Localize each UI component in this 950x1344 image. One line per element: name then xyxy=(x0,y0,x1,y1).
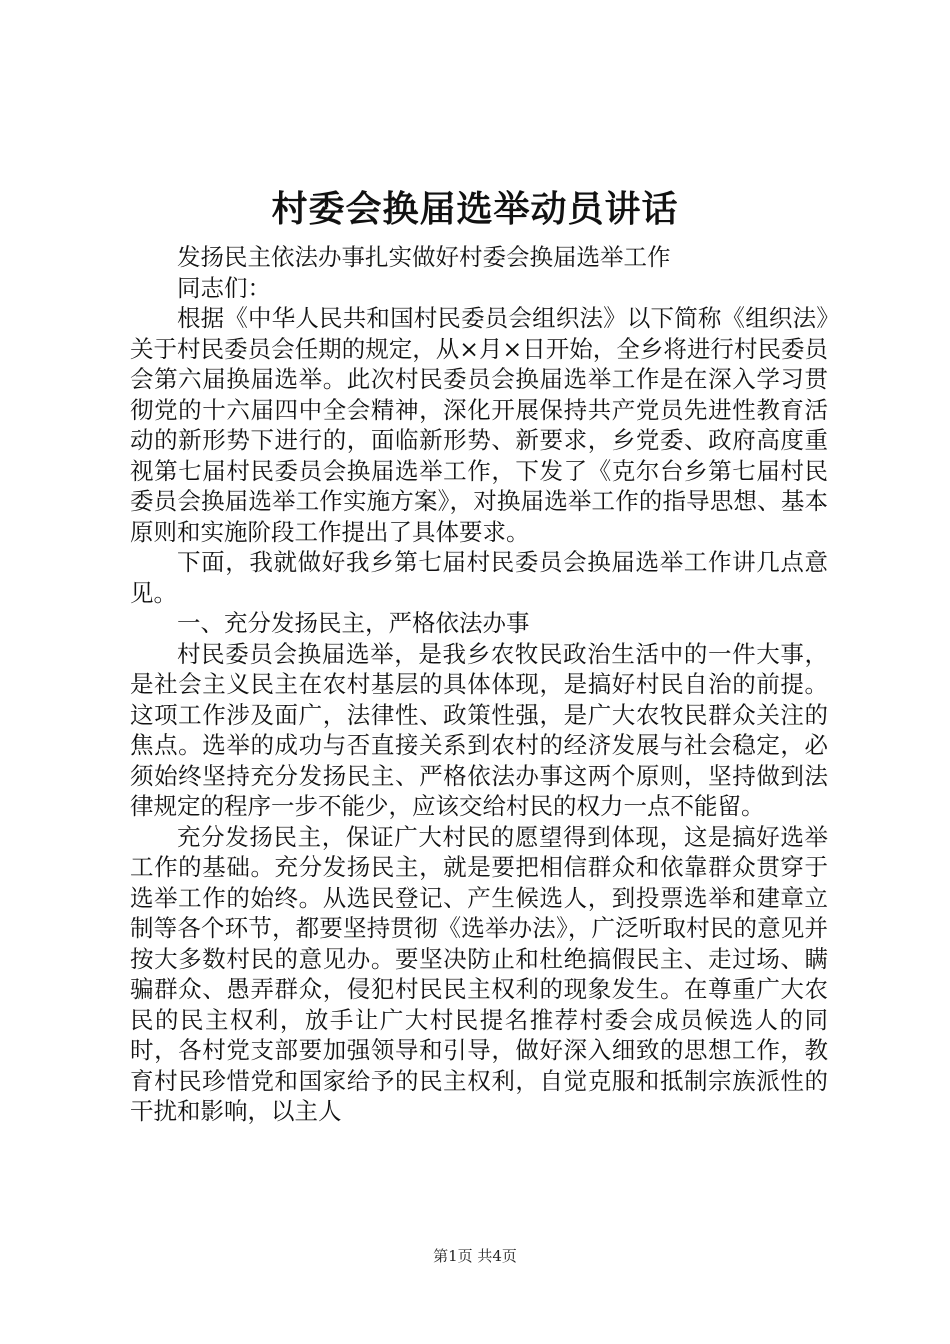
page-footer: 第1页 共4页 xyxy=(433,1247,517,1265)
document-body xyxy=(130,242,828,1127)
body-paragraph: 下面，我就做好我乡第七届村民委员会换届选举工作讲几点意见。 xyxy=(130,548,828,607)
body-paragraph: 充分发扬民主，保证广大村民的愿望得到体现，这是搞好选举工作的基础。充分发扬民主，就是要把相信群众和依靠群众贯穿于选举工作的始终。从选民登记、产生候选人，到投票选举和建章立制等各个环节，都要坚持贯彻《选举办法》，广泛听取村民的意见并按大多数村民的意见办。要坚决防止和杜绝搞假民主、走过场、瞒骗群众、愚弄群众，侵犯村民民主权利的现象发生。在尊重广大农民的民主权利，放手让广大村民提名推荐村委会成员候选人的同时，各村党支部要加强领导和引导，做好深入细致的思想工作，教育村民珍惜党和国家给予的民主权利，自觉克服和抵制宗族派性的干扰和影响，以主人 xyxy=(130,822,828,1125)
body-paragraph: 村民委员会换届选举，是我乡农牧民政治生活中的一件大事，是社会主义民主在农村基层的具体体现，是搞好村民自治的前提。这项工作涉及面广，法律性、政策性强，是广大农牧民群众关注的焦点。选举的成功与否直接关系到农村的经济发展与社会稳定，必须始终坚持充分发扬民主、严格依法办事这两个原则，坚持做到法律规定的程序一步不能少，应该交给村民的权力一点不能留。 xyxy=(130,639,828,820)
section-heading: 一、充分发扬民主，严格依法办事 xyxy=(177,609,530,637)
subtitle-paragraph: 发扬民主依法办事扎实做好村委会换届选举工作 xyxy=(177,243,671,271)
document-title: 村委会换届选举动员讲话 xyxy=(271,189,679,230)
body-paragraph: 根据《中华人民共和国村民委员会组织法》以下简称《组织法》关于村民委员会任期的规定，从×月×日开始，全乡将进行村民委员会第六届换届选举。此次村民委员会换届选举工作是在深入学习贯彻党的十六届四中全会精神，深化开展保持共产党员先进性教育活动的新形势下进行的，面临新形势、新要求，乡党委、政府高度重视第七届村民委员会换届选举工作，下发了《克尔台乡第七届村民委员会换届选举工作实施方案》，对换届选举工作的指导思想、基本原则和实施阶段工作提出了具体要求。 xyxy=(130,304,828,546)
salutation-paragraph: 同志们： xyxy=(177,273,271,302)
